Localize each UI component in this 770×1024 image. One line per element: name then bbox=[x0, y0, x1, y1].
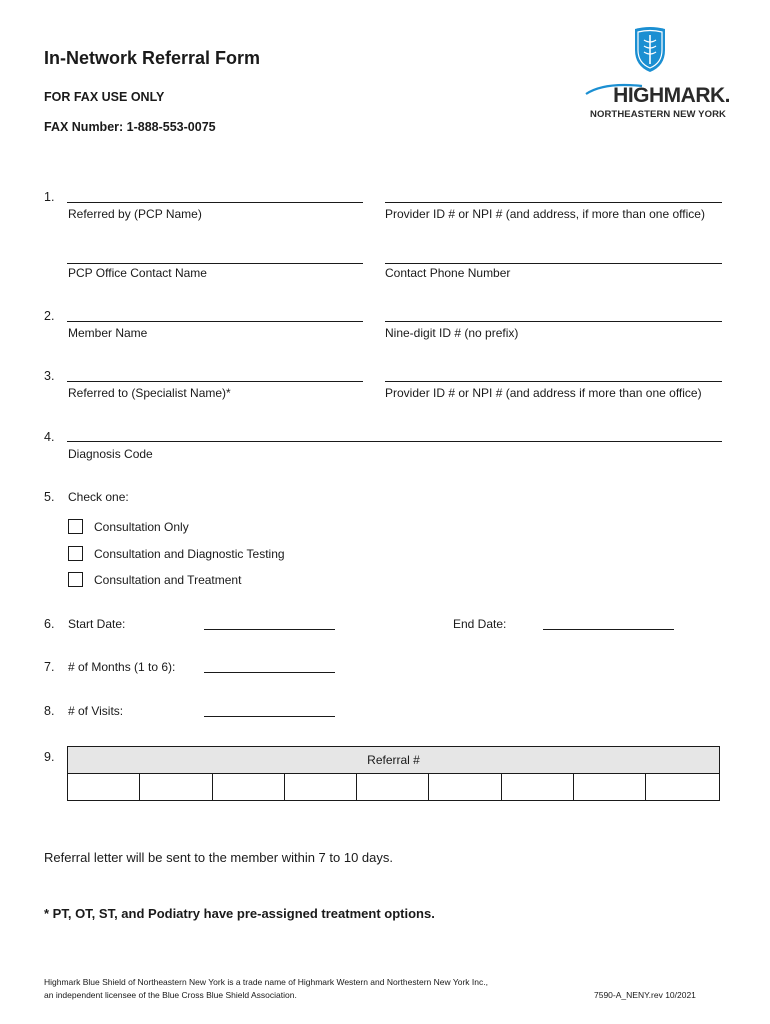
diagnosis-code-label: Diagnosis Code bbox=[68, 447, 153, 461]
item-number-8: 8. bbox=[44, 704, 55, 718]
months-field[interactable] bbox=[204, 672, 335, 673]
consultation-only-label: Consultation Only bbox=[94, 520, 189, 534]
item-number-5: 5. bbox=[44, 490, 55, 504]
provider-id-label-3: Provider ID # or NPI # (and address if more than one office) bbox=[385, 386, 702, 400]
pcp-contact-label: PCP Office Contact Name bbox=[68, 266, 207, 280]
diagnosis-code-field[interactable] bbox=[67, 441, 722, 442]
referral-digit-cell[interactable] bbox=[573, 774, 645, 801]
end-date-field[interactable] bbox=[543, 629, 674, 630]
referral-digit-cell[interactable] bbox=[68, 774, 140, 801]
footer-disclaimer-line2: an independent licensee of the Blue Cross Blue Shield Association. bbox=[44, 990, 297, 1000]
item-number-4: 4. bbox=[44, 430, 55, 444]
contact-phone-field[interactable] bbox=[385, 263, 722, 264]
highmark-logo bbox=[580, 26, 730, 122]
pre-assigned-note: * PT, OT, ST, and Podiatry have pre-assigned treatment options. bbox=[44, 906, 435, 921]
item-number-6: 6. bbox=[44, 617, 55, 631]
contact-phone-label: Contact Phone Number bbox=[385, 266, 511, 280]
member-name-label: Member Name bbox=[68, 326, 148, 340]
consultation-treatment-checkbox[interactable] bbox=[68, 572, 83, 587]
referral-digit-cell[interactable] bbox=[212, 774, 284, 801]
visits-label: # of Visits: bbox=[68, 704, 124, 718]
nine-digit-id-label: Nine-digit ID # (no prefix) bbox=[385, 326, 519, 340]
provider-id-label-1: Provider ID # or NPI # (and address, if more than one office) bbox=[385, 207, 705, 221]
item-number-3: 3. bbox=[44, 369, 55, 383]
item-number-9: 9. bbox=[44, 750, 55, 764]
pcp-contact-field[interactable] bbox=[67, 263, 363, 264]
nine-digit-id-field[interactable] bbox=[385, 321, 722, 322]
end-date-label: End Date: bbox=[453, 617, 507, 631]
brand-region: NORTHEASTERN NEW YORK bbox=[590, 109, 726, 120]
fax-use-label: FOR FAX USE ONLY bbox=[44, 90, 165, 104]
consultation-only-checkbox[interactable] bbox=[68, 519, 83, 534]
fax-number: FAX Number: 1-888-553-0075 bbox=[44, 120, 216, 134]
consultation-diagnostic-label: Consultation and Diagnostic Testing bbox=[94, 547, 285, 561]
referral-letter-note: Referral letter will be sent to the member within 7 to 10 days. bbox=[44, 850, 393, 865]
footer-disclaimer-line1: Highmark Blue Shield of Northeastern New York is a trade name of Highmark Western and Northestern New York Inc., bbox=[44, 977, 488, 987]
referred-by-field[interactable] bbox=[67, 202, 363, 203]
provider-id-field-1[interactable] bbox=[385, 202, 722, 203]
item-number-1: 1. bbox=[44, 190, 55, 204]
referral-digit-cell[interactable] bbox=[429, 774, 501, 801]
form-title: In-Network Referral Form bbox=[44, 48, 261, 68]
form-revision-code: 7590-A_NENY.rev 10/2021 bbox=[594, 990, 696, 1000]
referred-to-field[interactable] bbox=[67, 381, 363, 382]
consultation-diagnostic-checkbox[interactable] bbox=[68, 546, 83, 561]
start-date-label: Start Date: bbox=[68, 617, 126, 631]
months-label: # of Months (1 to 6): bbox=[68, 660, 176, 674]
item-number-2: 2. bbox=[44, 309, 55, 323]
start-date-field[interactable] bbox=[204, 629, 335, 630]
item-number-7: 7. bbox=[44, 660, 55, 674]
consultation-treatment-label: Consultation and Treatment bbox=[94, 573, 242, 587]
referral-digit-cell[interactable] bbox=[501, 774, 573, 801]
referral-digit-cell[interactable] bbox=[284, 774, 356, 801]
referred-to-label: Referred to (Specialist Name)* bbox=[68, 386, 231, 400]
member-name-field[interactable] bbox=[67, 321, 363, 322]
check-one-label: Check one: bbox=[68, 490, 129, 504]
referred-by-label: Referred by (PCP Name) bbox=[68, 207, 202, 221]
referral-digit-cell[interactable] bbox=[646, 774, 720, 801]
referral-number-header: Referral # bbox=[68, 747, 720, 774]
referral-digit-cell[interactable] bbox=[357, 774, 429, 801]
visits-field[interactable] bbox=[204, 716, 335, 717]
blue-shield-icon bbox=[632, 26, 668, 74]
brand-name: HIGHMARK. bbox=[613, 84, 730, 107]
referral-number-digits bbox=[68, 774, 720, 801]
referral-digit-cell[interactable] bbox=[140, 774, 212, 801]
referral-number-table bbox=[67, 746, 720, 801]
provider-id-field-3[interactable] bbox=[385, 381, 722, 382]
